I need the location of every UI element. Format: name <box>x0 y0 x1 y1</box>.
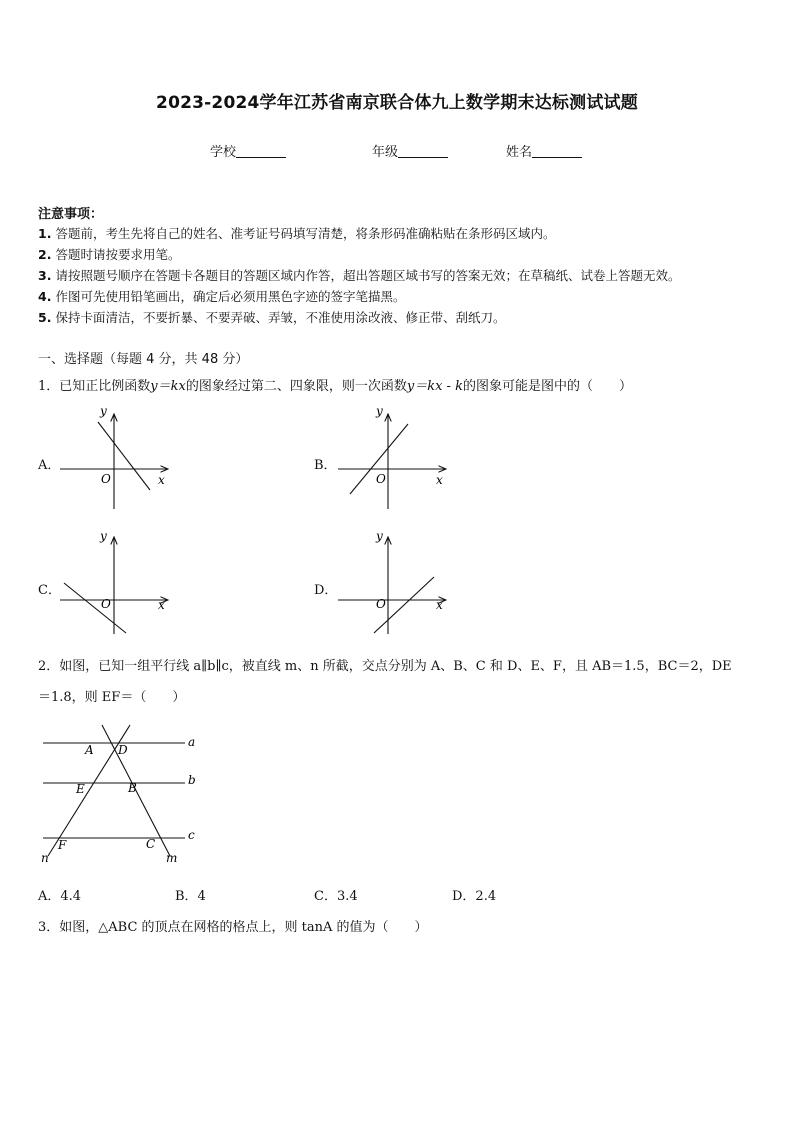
q2-option-d[interactable]: D．2.4 <box>452 889 497 904</box>
grade-blank[interactable] <box>398 145 448 158</box>
notice-item: 1. 答题前，考生先将自己的姓名、准考证号码填写清楚，将条形码准确粘贴在条形码区域内。 <box>38 226 556 241</box>
q2-option-b[interactable]: B．4 <box>175 889 206 904</box>
question-2-text-line1: 2．如图，已知一组平行线 a∥b∥c，被直线 m、n 所截，交点分别为 A、B、C 和 D、E、F，且 AB＝1.5，BC＝2，DE <box>38 659 732 674</box>
school-blank[interactable] <box>236 145 286 158</box>
x-axis-label: x <box>436 473 443 487</box>
label-F: F <box>58 838 67 852</box>
notice-item: 2. 答题时请按要求用笔。 <box>38 247 181 262</box>
school-label: 学校 <box>210 145 237 160</box>
label-c: c <box>188 828 195 842</box>
question-2-text-line2: ＝1.8，则 EF＝（ ） <box>38 690 186 705</box>
origin-label: O <box>376 597 386 611</box>
graph-b <box>334 402 454 514</box>
name-blank[interactable] <box>532 145 582 158</box>
y-axis-label: y <box>100 404 107 418</box>
graph-a <box>56 402 176 514</box>
section-heading: 一、选择题（每题 4 分，共 48 分） <box>38 352 249 367</box>
x-axis-label: x <box>158 473 165 487</box>
y-axis-label: y <box>100 529 107 543</box>
q1-option-a[interactable]: A． <box>38 458 61 473</box>
q2-option-a[interactable]: A．4.4 <box>38 889 82 904</box>
notice-item: 5. 保持卡面清洁，不要折暴、不要弄破、弄皱，不准使用涂改液、修正带、刮纸刀。 <box>38 310 506 325</box>
label-n: n <box>41 851 49 865</box>
notice-item: 3. 请按照题号顺序在答题卡各题目的答题区域内作答，超出答题区域书写的答案无效；在草稿纸、试卷上答题无效。 <box>38 268 681 283</box>
graph-d <box>334 527 454 639</box>
school-field[interactable] <box>210 141 286 160</box>
origin-label: O <box>101 597 111 611</box>
label-C: C <box>146 837 156 851</box>
function-line <box>64 583 126 633</box>
label-A: A <box>85 743 94 757</box>
label-a: a <box>188 735 196 749</box>
graph-c <box>56 527 176 639</box>
label-D: D <box>118 743 128 757</box>
label-b: b <box>188 773 196 787</box>
question-1-text: 1．已知正比例函数y＝kx的图象经过第二、四象限，则一次函数y＝kx - k的图象可能是图中的（ ） <box>38 379 632 394</box>
parallel-lines-figure <box>38 722 208 867</box>
grade-field[interactable] <box>372 141 448 160</box>
grade-label: 年级 <box>372 145 399 160</box>
x-axis-label: x <box>158 598 165 612</box>
label-E: E <box>76 782 85 796</box>
label-B: B <box>128 781 137 795</box>
question-3-text: 3．如图，△ABC 的顶点在网格的格点上，则 tanA 的值为（ ） <box>38 920 428 935</box>
q2-option-c[interactable]: C．3.4 <box>314 889 358 904</box>
label-m: m <box>166 851 178 865</box>
notice-title: 注意事项： <box>38 207 104 222</box>
name-label: 姓名 <box>506 145 533 160</box>
name-field[interactable] <box>506 141 582 160</box>
y-axis-label: y <box>376 529 383 543</box>
notice-item: 4. 作图可先使用铅笔画出，确定后必须用黑色字迹的签字笔描黑。 <box>38 289 406 304</box>
origin-label: O <box>376 472 386 486</box>
q1-option-c[interactable]: C． <box>38 583 61 598</box>
page-title: 2023-2024学年江苏省南京联合体九上数学期末达标测试试题 <box>156 93 638 113</box>
origin-label: O <box>101 472 111 486</box>
q1-option-b[interactable]: B． <box>314 458 337 473</box>
x-axis-label: x <box>436 598 443 612</box>
y-axis-label: y <box>376 404 383 418</box>
q1-option-d[interactable]: D． <box>314 583 338 598</box>
